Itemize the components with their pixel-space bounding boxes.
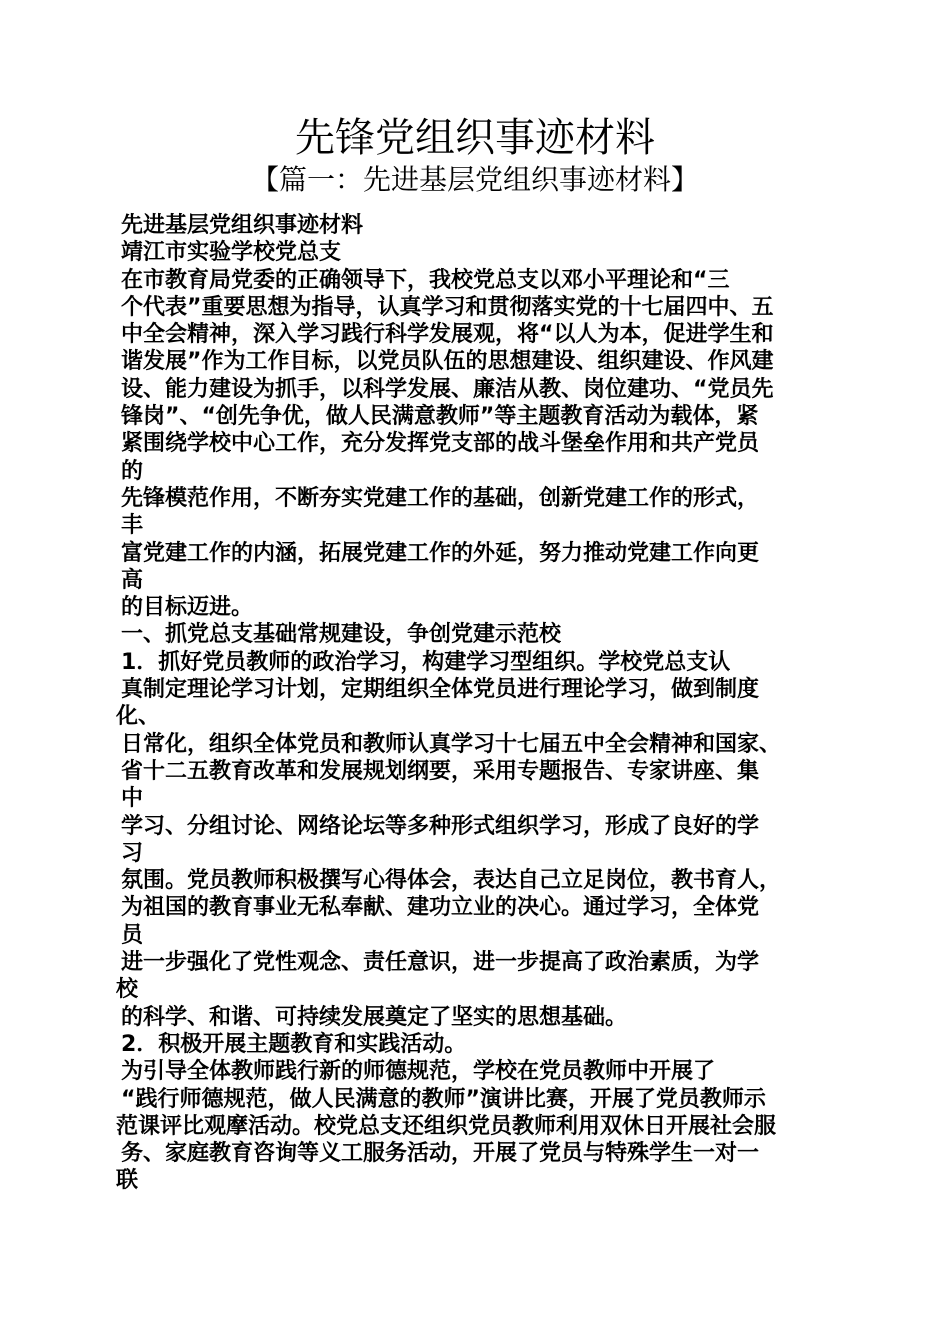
body-line: 1．抓好党员教师的政治学习，构建学习型组织。学校党总支认	[121, 649, 731, 675]
document-body	[116, 212, 846, 1195]
body-line: 化、	[116, 704, 161, 730]
body-line: 在市教育局党委的正确领导下，我校党总支以邓小平理论和“三	[121, 267, 730, 293]
body-line: 范课评比观摩活动。校党总支还组织党员教师利用双休日开展社会服	[116, 1113, 777, 1139]
body-line: 务、家庭教育咨询等义工服务活动，开展了党员与特殊学生一对一	[121, 1141, 760, 1167]
body-line: 高	[121, 567, 144, 593]
body-line: 真制定理论学习计划，定期组织全体党员进行理论学习，做到制度	[121, 677, 760, 703]
body-line: 进一步强化了党性观念、责任意识，进一步提高了政治素质，为学	[121, 950, 760, 976]
body-line: 中全会精神，深入学习践行科学发展观，将“以人为本，促进学生和	[121, 322, 774, 348]
body-line: 学习、分组讨论、网络论坛等多种形式组织学习，形成了良好的学	[121, 813, 760, 839]
body-line: 先锋模范作用，不断夯实党建工作的基础，创新党建工作的形式，	[121, 485, 760, 511]
document-subtitle: 【篇一：先进基层党组织事迹材料】	[250, 163, 699, 196]
body-line: 设、能力建设为抓手，以科学发展、廉洁从教、岗位建功、“党员先	[121, 376, 774, 402]
body-line: 为祖国的教育事业无私奉献、建功立业的决心。通过学习，全体党	[121, 895, 760, 921]
body-line: 校	[116, 977, 139, 1003]
body-line: 富党建工作的内涵，拓展党建工作的外延，努力推动党建工作向更	[121, 540, 760, 566]
body-line: “践行师德规范，做人民满意的教师”演讲比赛，开展了党员教师示	[121, 1086, 766, 1112]
body-line: 日常化，组织全体党员和教师认真学习十七届五中全会精神和国家、	[121, 731, 782, 757]
body-line: 中	[121, 786, 144, 812]
body-line: 2．积极开展主题教育和实践活动。	[121, 1031, 467, 1057]
document-title: 先锋党组织事迹材料	[295, 115, 655, 161]
body-line: 为引导全体教师践行新的师德规范，学校在党员教师中开展了	[121, 1059, 716, 1085]
body-line: 谐发展”作为工作目标，以党员队伍的思想建设、组织建设、作风建	[121, 349, 774, 375]
body-line: 的科学、和谐、可持续发展奠定了坚实的思想基础。	[121, 1004, 628, 1030]
body-line: 的目标迈进。	[121, 595, 254, 621]
body-line: 一、抓党总支基础常规建设，争创党建示范校	[121, 622, 562, 648]
body-line: 联	[116, 1168, 139, 1194]
body-line: 员	[121, 922, 144, 948]
body-line: 丰	[121, 513, 144, 539]
body-line: 氛围。党员教师积极撰写心得体会，表达自己立足岗位，教书育人，	[121, 868, 782, 894]
body-line: 省十二五教育改革和发展规划纲要，采用专题报告、专家讲座、集	[121, 758, 760, 784]
body-line: 先进基层党组织事迹材料	[121, 213, 364, 238]
body-line: 锋岗”、“创先争优，做人民满意教师”等主题教育活动为载体，紧	[121, 404, 759, 430]
body-line: 习	[121, 840, 144, 866]
body-line: 紧围绕学校中心工作，充分发挥党支部的战斗堡垒作用和共产党员	[121, 431, 760, 457]
body-line: 靖江市实验学校党总支	[121, 240, 342, 266]
body-line: 的	[121, 458, 144, 484]
body-line: 个代表”重要思想为指导，认真学习和贯彻落实党的十七届四中、五	[121, 294, 774, 320]
